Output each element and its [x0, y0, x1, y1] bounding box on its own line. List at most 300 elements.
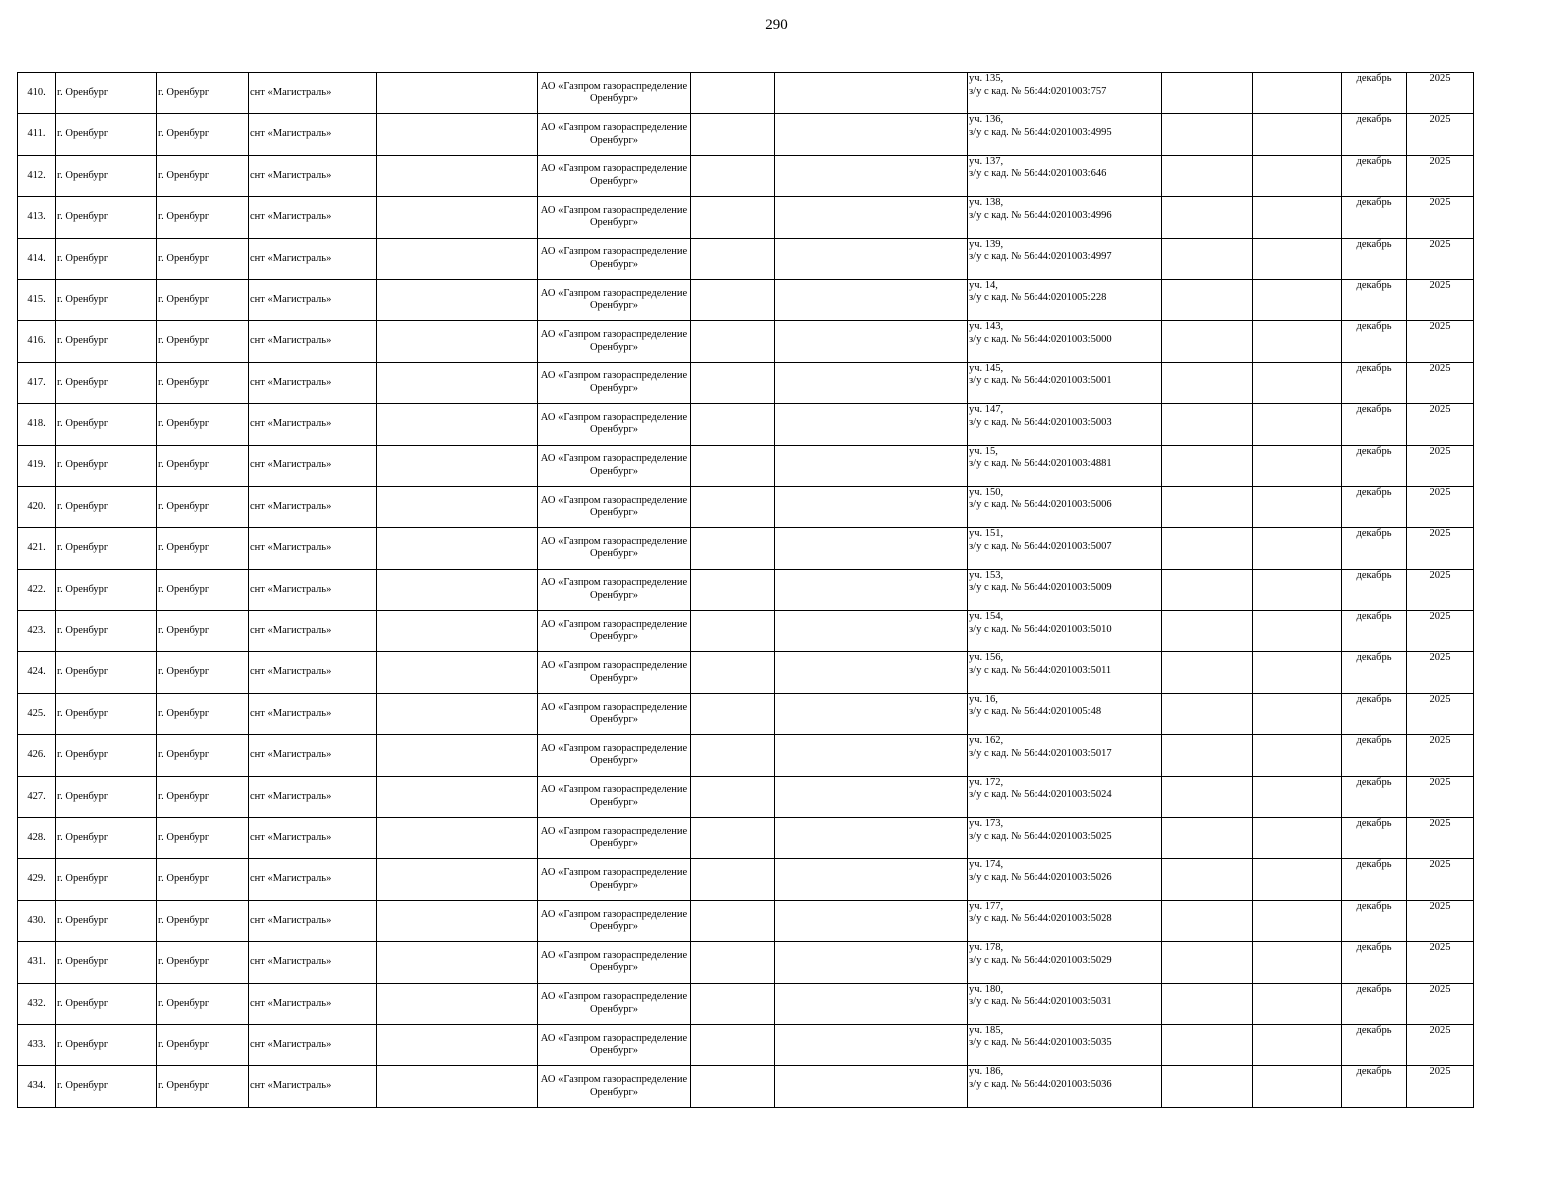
empty-cell-7 — [691, 197, 775, 238]
row-number-cell: 424. — [18, 652, 56, 693]
table-row — [18, 983, 1474, 1024]
plot-cell — [968, 900, 1162, 941]
organization-cell: АО «Газпром газораспределение Оренбург» — [538, 735, 691, 776]
year-cell: 2025 — [1407, 776, 1474, 817]
empty-cell-11 — [1253, 445, 1342, 486]
table-row — [18, 1066, 1474, 1107]
city-cell: г. Оренбург — [56, 362, 157, 403]
plot-number: уч. 147, — [969, 404, 1004, 416]
organization-cell: АО «Газпром газораспределение Оренбург» — [538, 445, 691, 486]
cadastral-number: з/у с кад. № 56:44:0201003:646 — [969, 168, 1107, 180]
plot-cell — [968, 445, 1162, 486]
empty-cell-10 — [1162, 859, 1253, 900]
year-cell: 2025 — [1407, 445, 1474, 486]
empty-cell-5 — [377, 942, 538, 983]
empty-cell-7 — [691, 818, 775, 859]
organization-cell: АО «Газпром газораспределение Оренбург» — [538, 611, 691, 652]
locality-cell: г. Оренбург — [157, 1024, 249, 1065]
snt-cell: снт «Магистраль» — [249, 1066, 377, 1107]
empty-cell-10 — [1162, 818, 1253, 859]
locality-cell: г. Оренбург — [157, 528, 249, 569]
table-row — [18, 114, 1474, 155]
empty-cell-5 — [377, 900, 538, 941]
year-cell: 2025 — [1407, 652, 1474, 693]
locality-cell: г. Оренбург — [157, 983, 249, 1024]
row-number-cell: 429. — [18, 859, 56, 900]
table-row — [18, 776, 1474, 817]
locality-cell: г. Оренбург — [157, 114, 249, 155]
organization-cell: АО «Газпром газораспределение Оренбург» — [538, 73, 691, 114]
snt-cell: снт «Магистраль» — [249, 486, 377, 527]
table-row — [18, 611, 1474, 652]
plot-number: уч. 162, — [969, 735, 1004, 747]
plot-cell — [968, 486, 1162, 527]
city-cell: г. Оренбург — [56, 611, 157, 652]
cadastral-number: з/у с кад. № 56:44:0201003:5010 — [969, 623, 1112, 635]
organization-cell: АО «Газпром газораспределение Оренбург» — [538, 155, 691, 196]
empty-cell-11 — [1253, 197, 1342, 238]
year-cell: 2025 — [1407, 859, 1474, 900]
row-number-cell: 431. — [18, 942, 56, 983]
cadastral-number: з/у с кад. № 56:44:0201003:5028 — [969, 913, 1112, 925]
empty-cell-11 — [1253, 362, 1342, 403]
plot-cell — [968, 859, 1162, 900]
plot-number: уч. 16, — [969, 693, 998, 705]
empty-cell-5 — [377, 983, 538, 1024]
row-number-cell: 415. — [18, 279, 56, 320]
month-cell: декабрь — [1342, 735, 1407, 776]
empty-cell-8 — [775, 693, 968, 734]
plot-cell — [968, 569, 1162, 610]
empty-cell-7 — [691, 569, 775, 610]
organization-cell: АО «Газпром газораспределение Оренбург» — [538, 942, 691, 983]
row-number-cell: 416. — [18, 321, 56, 362]
table-row — [18, 735, 1474, 776]
page-number: 290 — [765, 17, 788, 33]
empty-cell-5 — [377, 818, 538, 859]
cadastral-number: з/у с кад. № 56:44:0201003:4995 — [969, 126, 1112, 138]
empty-cell-7 — [691, 776, 775, 817]
empty-cell-10 — [1162, 404, 1253, 445]
organization-cell: АО «Газпром газораспределение Оренбург» — [538, 818, 691, 859]
empty-cell-5 — [377, 735, 538, 776]
city-cell: г. Оренбург — [56, 279, 157, 320]
city-cell: г. Оренбург — [56, 197, 157, 238]
plot-number: уч. 150, — [969, 486, 1004, 498]
row-number-cell: 419. — [18, 445, 56, 486]
snt-cell: снт «Магистраль» — [249, 279, 377, 320]
city-cell: г. Оренбург — [56, 155, 157, 196]
plot-cell — [968, 1024, 1162, 1065]
table-row — [18, 362, 1474, 403]
empty-cell-5 — [377, 569, 538, 610]
year-cell: 2025 — [1407, 73, 1474, 114]
empty-cell-7 — [691, 942, 775, 983]
snt-cell: снт «Магистраль» — [249, 652, 377, 693]
cadastral-number: з/у с кад. № 56:44:0201003:757 — [969, 85, 1107, 97]
plot-number: уч. 173, — [969, 818, 1004, 830]
plot-number: уч. 143, — [969, 321, 1004, 333]
cadastral-number: з/у с кад. № 56:44:0201003:5009 — [969, 582, 1112, 594]
register-table — [17, 72, 1474, 1108]
empty-cell-5 — [377, 486, 538, 527]
empty-cell-7 — [691, 735, 775, 776]
snt-cell: снт «Магистраль» — [249, 197, 377, 238]
empty-cell-7 — [691, 404, 775, 445]
empty-cell-7 — [691, 611, 775, 652]
plot-cell — [968, 776, 1162, 817]
city-cell: г. Оренбург — [56, 776, 157, 817]
plot-cell — [968, 652, 1162, 693]
plot-cell — [968, 114, 1162, 155]
plot-cell — [968, 942, 1162, 983]
empty-cell-11 — [1253, 735, 1342, 776]
row-number-cell: 420. — [18, 486, 56, 527]
empty-cell-7 — [691, 859, 775, 900]
year-cell: 2025 — [1407, 321, 1474, 362]
plot-number: уч. 177, — [969, 900, 1004, 912]
row-number-cell: 417. — [18, 362, 56, 403]
empty-cell-10 — [1162, 362, 1253, 403]
table-row — [18, 486, 1474, 527]
empty-cell-8 — [775, 1024, 968, 1065]
locality-cell: г. Оренбург — [157, 859, 249, 900]
year-cell: 2025 — [1407, 197, 1474, 238]
city-cell: г. Оренбург — [56, 321, 157, 362]
empty-cell-5 — [377, 362, 538, 403]
year-cell: 2025 — [1407, 155, 1474, 196]
row-number-cell: 428. — [18, 818, 56, 859]
locality-cell: г. Оренбург — [157, 197, 249, 238]
month-cell: декабрь — [1342, 114, 1407, 155]
empty-cell-7 — [691, 652, 775, 693]
empty-cell-10 — [1162, 693, 1253, 734]
month-cell: декабрь — [1342, 155, 1407, 196]
plot-number: уч. 174, — [969, 859, 1004, 871]
month-cell: декабрь — [1342, 362, 1407, 403]
plot-cell — [968, 693, 1162, 734]
month-cell: декабрь — [1342, 652, 1407, 693]
plot-number: уч. 136, — [969, 114, 1004, 126]
plot-number: уч. 151, — [969, 528, 1004, 540]
row-number-cell: 413. — [18, 197, 56, 238]
empty-cell-8 — [775, 486, 968, 527]
row-number-cell: 425. — [18, 693, 56, 734]
empty-cell-8 — [775, 611, 968, 652]
row-number-cell: 422. — [18, 569, 56, 610]
organization-cell: АО «Газпром газораспределение Оренбург» — [538, 859, 691, 900]
empty-cell-10 — [1162, 279, 1253, 320]
city-cell: г. Оренбург — [56, 238, 157, 279]
snt-cell: снт «Магистраль» — [249, 238, 377, 279]
plot-number: уч. 180, — [969, 983, 1004, 995]
empty-cell-11 — [1253, 693, 1342, 734]
year-cell: 2025 — [1407, 818, 1474, 859]
snt-cell: снт «Магистраль» — [249, 776, 377, 817]
empty-cell-5 — [377, 693, 538, 734]
plot-cell — [968, 362, 1162, 403]
city-cell: г. Оренбург — [56, 983, 157, 1024]
cadastral-number: з/у с кад. № 56:44:0201003:5025 — [969, 830, 1112, 842]
table-row — [18, 693, 1474, 734]
empty-cell-11 — [1253, 1024, 1342, 1065]
month-cell: декабрь — [1342, 486, 1407, 527]
empty-cell-8 — [775, 900, 968, 941]
locality-cell: г. Оренбург — [157, 279, 249, 320]
table-row — [18, 321, 1474, 362]
row-number-cell: 430. — [18, 900, 56, 941]
empty-cell-10 — [1162, 735, 1253, 776]
empty-cell-5 — [377, 528, 538, 569]
city-cell: г. Оренбург — [56, 735, 157, 776]
plot-cell — [968, 611, 1162, 652]
month-cell: декабрь — [1342, 693, 1407, 734]
empty-cell-7 — [691, 486, 775, 527]
empty-cell-10 — [1162, 73, 1253, 114]
snt-cell: снт «Магистраль» — [249, 445, 377, 486]
cadastral-number: з/у с кад. № 56:44:0201005:228 — [969, 292, 1107, 304]
plot-cell — [968, 983, 1162, 1024]
snt-cell: снт «Магистраль» — [249, 321, 377, 362]
empty-cell-11 — [1253, 404, 1342, 445]
snt-cell: снт «Магистраль» — [249, 114, 377, 155]
empty-cell-8 — [775, 859, 968, 900]
empty-cell-8 — [775, 735, 968, 776]
table-row — [18, 404, 1474, 445]
row-number-cell: 411. — [18, 114, 56, 155]
empty-cell-11 — [1253, 486, 1342, 527]
empty-cell-7 — [691, 279, 775, 320]
organization-cell: АО «Газпром газораспределение Оренбург» — [538, 114, 691, 155]
year-cell: 2025 — [1407, 114, 1474, 155]
cadastral-number: з/у с кад. № 56:44:0201003:5011 — [969, 664, 1112, 676]
month-cell: декабрь — [1342, 900, 1407, 941]
empty-cell-8 — [775, 818, 968, 859]
organization-cell: АО «Газпром газораспределение Оренбург» — [538, 238, 691, 279]
empty-cell-7 — [691, 1066, 775, 1107]
empty-cell-7 — [691, 1024, 775, 1065]
empty-cell-10 — [1162, 155, 1253, 196]
snt-cell: снт «Магистраль» — [249, 1024, 377, 1065]
year-cell: 2025 — [1407, 735, 1474, 776]
empty-cell-11 — [1253, 528, 1342, 569]
year-cell: 2025 — [1407, 611, 1474, 652]
table-row — [18, 197, 1474, 238]
empty-cell-11 — [1253, 155, 1342, 196]
cadastral-number: з/у с кад. № 56:44:0201003:5029 — [969, 954, 1112, 966]
empty-cell-8 — [775, 362, 968, 403]
organization-cell: АО «Газпром газораспределение Оренбург» — [538, 1066, 691, 1107]
city-cell: г. Оренбург — [56, 569, 157, 610]
empty-cell-8 — [775, 445, 968, 486]
cadastral-number: з/у с кад. № 56:44:0201003:4996 — [969, 209, 1112, 221]
organization-cell: АО «Газпром газораспределение Оренбург» — [538, 652, 691, 693]
city-cell: г. Оренбург — [56, 445, 157, 486]
empty-cell-7 — [691, 693, 775, 734]
snt-cell: снт «Магистраль» — [249, 735, 377, 776]
organization-cell: АО «Газпром газораспределение Оренбург» — [538, 776, 691, 817]
cadastral-number: з/у с кад. № 56:44:0201003:5017 — [969, 747, 1112, 759]
city-cell: г. Оренбург — [56, 114, 157, 155]
empty-cell-8 — [775, 776, 968, 817]
snt-cell: снт «Магистраль» — [249, 362, 377, 403]
cadastral-number: з/у с кад. № 56:44:0201003:5007 — [969, 540, 1112, 552]
year-cell: 2025 — [1407, 983, 1474, 1024]
organization-cell: АО «Газпром газораспределение Оренбург» — [538, 528, 691, 569]
empty-cell-11 — [1253, 818, 1342, 859]
empty-cell-8 — [775, 114, 968, 155]
plot-cell — [968, 279, 1162, 320]
empty-cell-7 — [691, 445, 775, 486]
plot-cell — [968, 73, 1162, 114]
empty-cell-10 — [1162, 197, 1253, 238]
locality-cell: г. Оренбург — [157, 73, 249, 114]
empty-cell-5 — [377, 611, 538, 652]
month-cell: декабрь — [1342, 776, 1407, 817]
month-cell: декабрь — [1342, 1024, 1407, 1065]
empty-cell-8 — [775, 1066, 968, 1107]
empty-cell-10 — [1162, 1066, 1253, 1107]
organization-cell: АО «Газпром газораспределение Оренбург» — [538, 983, 691, 1024]
row-number-cell: 412. — [18, 155, 56, 196]
table-row — [18, 528, 1474, 569]
empty-cell-5 — [377, 445, 538, 486]
empty-cell-7 — [691, 73, 775, 114]
empty-cell-7 — [691, 321, 775, 362]
empty-cell-11 — [1253, 859, 1342, 900]
empty-cell-10 — [1162, 114, 1253, 155]
plot-cell — [968, 404, 1162, 445]
snt-cell: снт «Магистраль» — [249, 611, 377, 652]
plot-number: уч. 172, — [969, 776, 1004, 788]
empty-cell-8 — [775, 197, 968, 238]
cadastral-number: з/у с кад. № 56:44:0201003:5006 — [969, 499, 1112, 511]
plot-cell — [968, 197, 1162, 238]
month-cell: декабрь — [1342, 528, 1407, 569]
month-cell: декабрь — [1342, 942, 1407, 983]
table-row — [18, 155, 1474, 196]
locality-cell: г. Оренбург — [157, 404, 249, 445]
plot-number: уч. 145, — [969, 362, 1004, 374]
table-row — [18, 569, 1474, 610]
city-cell: г. Оренбург — [56, 693, 157, 734]
empty-cell-5 — [377, 73, 538, 114]
plot-number: уч. 15, — [969, 445, 998, 457]
empty-cell-10 — [1162, 983, 1253, 1024]
locality-cell: г. Оренбург — [157, 652, 249, 693]
empty-cell-8 — [775, 73, 968, 114]
cadastral-number: з/у с кад. № 56:44:0201003:4997 — [969, 251, 1112, 263]
empty-cell-8 — [775, 404, 968, 445]
organization-cell: АО «Газпром газораспределение Оренбург» — [538, 279, 691, 320]
snt-cell: снт «Магистраль» — [249, 404, 377, 445]
locality-cell: г. Оренбург — [157, 735, 249, 776]
empty-cell-10 — [1162, 611, 1253, 652]
empty-cell-5 — [377, 1066, 538, 1107]
row-number-cell: 418. — [18, 404, 56, 445]
empty-cell-7 — [691, 362, 775, 403]
plot-cell — [968, 155, 1162, 196]
locality-cell: г. Оренбург — [157, 569, 249, 610]
plot-cell — [968, 238, 1162, 279]
snt-cell: снт «Магистраль» — [249, 942, 377, 983]
empty-cell-11 — [1253, 238, 1342, 279]
plot-number: уч. 138, — [969, 197, 1004, 209]
cadastral-number: з/у с кад. № 56:44:0201005:48 — [969, 706, 1102, 718]
snt-cell: снт «Магистраль» — [249, 693, 377, 734]
empty-cell-5 — [377, 238, 538, 279]
organization-cell: АО «Газпром газораспределение Оренбург» — [538, 1024, 691, 1065]
year-cell: 2025 — [1407, 900, 1474, 941]
empty-cell-7 — [691, 900, 775, 941]
locality-cell: г. Оренбург — [157, 321, 249, 362]
empty-cell-8 — [775, 569, 968, 610]
empty-cell-11 — [1253, 652, 1342, 693]
locality-cell: г. Оренбург — [157, 486, 249, 527]
empty-cell-10 — [1162, 445, 1253, 486]
empty-cell-11 — [1253, 776, 1342, 817]
organization-cell: АО «Газпром газораспределение Оренбург» — [538, 900, 691, 941]
snt-cell: снт «Магистраль» — [249, 73, 377, 114]
plot-number: уч. 137, — [969, 155, 1004, 167]
snt-cell: снт «Магистраль» — [249, 900, 377, 941]
snt-cell: снт «Магистраль» — [249, 818, 377, 859]
city-cell: г. Оренбург — [56, 404, 157, 445]
organization-cell: АО «Газпром газораспределение Оренбург» — [538, 197, 691, 238]
city-cell: г. Оренбург — [56, 859, 157, 900]
month-cell: декабрь — [1342, 611, 1407, 652]
plot-cell — [968, 1066, 1162, 1107]
snt-cell: снт «Магистраль» — [249, 155, 377, 196]
empty-cell-10 — [1162, 900, 1253, 941]
plot-number: уч. 156, — [969, 652, 1004, 664]
empty-cell-10 — [1162, 238, 1253, 279]
city-cell: г. Оренбург — [56, 818, 157, 859]
year-cell: 2025 — [1407, 486, 1474, 527]
cadastral-number: з/у с кад. № 56:44:0201003:5024 — [969, 789, 1112, 801]
plot-cell — [968, 321, 1162, 362]
plot-number: уч. 139, — [969, 238, 1004, 250]
register-rows — [18, 73, 1474, 1108]
locality-cell: г. Оренбург — [157, 611, 249, 652]
empty-cell-10 — [1162, 528, 1253, 569]
empty-cell-8 — [775, 652, 968, 693]
year-cell: 2025 — [1407, 362, 1474, 403]
empty-cell-8 — [775, 321, 968, 362]
empty-cell-8 — [775, 528, 968, 569]
city-cell: г. Оренбург — [56, 486, 157, 527]
plot-number: уч. 178, — [969, 942, 1004, 954]
month-cell: декабрь — [1342, 983, 1407, 1024]
month-cell: декабрь — [1342, 197, 1407, 238]
empty-cell-5 — [377, 279, 538, 320]
empty-cell-10 — [1162, 569, 1253, 610]
year-cell: 2025 — [1407, 404, 1474, 445]
city-cell: г. Оренбург — [56, 652, 157, 693]
locality-cell: г. Оренбург — [157, 693, 249, 734]
table-row — [18, 279, 1474, 320]
table-row — [18, 1024, 1474, 1065]
plot-cell — [968, 735, 1162, 776]
year-cell: 2025 — [1407, 528, 1474, 569]
cadastral-number: з/у с кад. № 56:44:0201003:4881 — [969, 458, 1112, 470]
month-cell: декабрь — [1342, 404, 1407, 445]
year-cell: 2025 — [1407, 942, 1474, 983]
cadastral-number: з/у с кад. № 56:44:0201003:5000 — [969, 333, 1112, 345]
row-number-cell: 434. — [18, 1066, 56, 1107]
empty-cell-11 — [1253, 983, 1342, 1024]
empty-cell-5 — [377, 776, 538, 817]
